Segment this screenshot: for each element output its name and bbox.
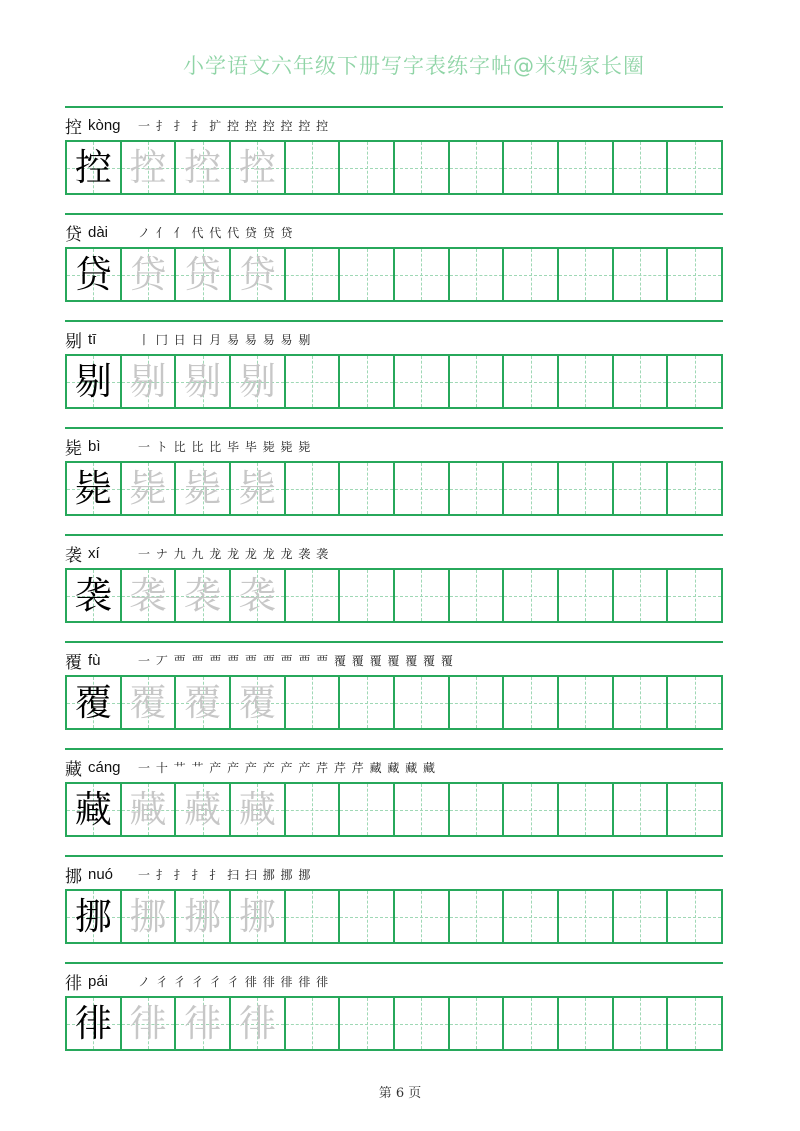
blank-practice-cell — [557, 249, 612, 300]
row-divider — [65, 427, 723, 429]
model-cell — [67, 249, 120, 300]
trace-cell — [174, 998, 229, 1049]
blank-practice-cell — [502, 142, 557, 193]
blank-practice-cell — [666, 570, 721, 621]
blank-practice-cell — [502, 249, 557, 300]
blank-practice-cell — [502, 891, 557, 942]
blank-practice-cell — [393, 677, 448, 728]
model-cell — [67, 570, 120, 621]
blank-practice-cell — [448, 677, 503, 728]
blank-practice-cell — [338, 677, 393, 728]
trace-character: 覆 — [184, 681, 222, 724]
blank-practice-cell — [557, 784, 612, 835]
label-pinyin: tī — [88, 330, 97, 348]
writing-grid — [65, 568, 723, 623]
blank-practice-cell — [502, 677, 557, 728]
model-character: 毙 — [74, 467, 112, 510]
writing-grid — [65, 354, 723, 409]
label-pinyin: dài — [88, 223, 109, 241]
practice-row — [65, 962, 723, 1070]
model-cell — [67, 998, 120, 1049]
trace-cell — [120, 570, 175, 621]
stroke-order: 一 扌 扌 扌 扌 扫 扫 挪 挪 挪 — [138, 867, 312, 882]
blank-practice-cell — [393, 142, 448, 193]
row-divider — [65, 213, 723, 215]
stroke-order: ノ 亻 亻 代 代 代 贷 贷 贷 — [138, 225, 294, 240]
blank-practice-cell — [448, 356, 503, 407]
practice-row — [65, 320, 723, 428]
row-label — [65, 862, 311, 886]
stroke-order: 一 ト 比 比 比 毕 毕 毙 毙 毙 — [138, 439, 312, 454]
row-divider — [65, 534, 723, 536]
blank-practice-cell — [557, 998, 612, 1049]
trace-character: 袭 — [238, 574, 276, 617]
blank-practice-cell — [557, 142, 612, 193]
model-character: 控 — [74, 146, 112, 189]
label-character: 毙 — [65, 438, 82, 459]
trace-cell — [229, 998, 284, 1049]
label-character: 藏 — [65, 759, 82, 780]
blank-practice-cell — [284, 998, 339, 1049]
model-character: 挪 — [74, 895, 112, 938]
blank-practice-cell — [284, 891, 339, 942]
row-divider — [65, 320, 723, 322]
practice-row — [65, 641, 723, 749]
model-character: 覆 — [74, 681, 112, 724]
practice-row — [65, 855, 723, 963]
blank-practice-cell — [612, 891, 667, 942]
trace-cell — [229, 891, 284, 942]
trace-character: 挪 — [129, 895, 167, 938]
blank-practice-cell — [448, 891, 503, 942]
trace-character: 徘 — [129, 1002, 167, 1045]
trace-cell — [120, 784, 175, 835]
trace-character: 徘 — [238, 1002, 276, 1045]
trace-character: 覆 — [129, 681, 167, 724]
blank-practice-cell — [284, 463, 339, 514]
blank-practice-cell — [612, 784, 667, 835]
label-character: 徘 — [65, 973, 82, 994]
row-divider — [65, 855, 723, 857]
blank-practice-cell — [502, 463, 557, 514]
trace-cell — [229, 784, 284, 835]
trace-character: 贷 — [238, 253, 276, 296]
model-cell — [67, 142, 120, 193]
trace-cell — [229, 356, 284, 407]
blank-practice-cell — [502, 356, 557, 407]
blank-practice-cell — [338, 998, 393, 1049]
label-pinyin: pái — [88, 972, 109, 990]
writing-grid — [65, 675, 723, 730]
page-number: 第 6 页 — [378, 1086, 422, 1101]
trace-cell — [229, 463, 284, 514]
trace-cell — [229, 142, 284, 193]
blank-practice-cell — [284, 142, 339, 193]
row-divider — [65, 641, 723, 643]
model-cell — [67, 677, 120, 728]
blank-practice-cell — [557, 463, 612, 514]
trace-character: 徘 — [184, 1002, 222, 1045]
trace-character: 袭 — [184, 574, 222, 617]
blank-practice-cell — [448, 249, 503, 300]
trace-character: 挪 — [184, 895, 222, 938]
blank-practice-cell — [557, 891, 612, 942]
trace-character: 藏 — [184, 788, 222, 831]
trace-character: 挪 — [238, 895, 276, 938]
row-label — [65, 113, 329, 137]
stroke-order: 一 丆 覀 覀 覀 覀 覀 覀 覀 覀 覀 覆 覆 覆 覆 覆 覆 覆 — [138, 653, 454, 668]
practice-row — [65, 427, 723, 535]
blank-practice-cell — [612, 142, 667, 193]
blank-practice-cell — [666, 998, 721, 1049]
blank-practice-cell — [502, 998, 557, 1049]
label-character: 覆 — [65, 652, 82, 673]
trace-cell — [174, 677, 229, 728]
label-character: 挪 — [65, 866, 82, 887]
row-label — [65, 327, 311, 351]
stroke-order: 丨 冂 日 日 月 易 易 易 易 剔 — [138, 332, 312, 347]
writing-grid — [65, 247, 723, 302]
stroke-order: 一 十 艹 艹 产 产 产 产 产 产 芹 芹 芹 藏 藏 藏 藏 — [138, 760, 437, 775]
blank-practice-cell — [666, 784, 721, 835]
blank-practice-cell — [284, 570, 339, 621]
row-divider — [65, 748, 723, 750]
model-character: 贷 — [74, 253, 112, 296]
writing-grid — [65, 782, 723, 837]
blank-practice-cell — [666, 463, 721, 514]
label-character: 控 — [65, 117, 82, 138]
stroke-order: 一 扌 扌 扌 扩 控 控 控 控 控 控 — [138, 118, 330, 133]
trace-character: 毙 — [238, 467, 276, 510]
trace-character: 剔 — [129, 360, 167, 403]
blank-practice-cell — [338, 142, 393, 193]
trace-cell — [174, 249, 229, 300]
label-pinyin: nuó — [88, 865, 114, 883]
trace-cell — [174, 784, 229, 835]
trace-character: 贷 — [184, 253, 222, 296]
trace-cell — [120, 249, 175, 300]
trace-cell — [229, 570, 284, 621]
trace-cell — [120, 677, 175, 728]
trace-character: 毙 — [129, 467, 167, 510]
blank-practice-cell — [612, 998, 667, 1049]
blank-practice-cell — [284, 677, 339, 728]
blank-practice-cell — [557, 570, 612, 621]
trace-character: 剔 — [184, 360, 222, 403]
practice-row — [65, 748, 723, 856]
trace-character: 毙 — [184, 467, 222, 510]
blank-practice-cell — [612, 570, 667, 621]
trace-cell — [229, 677, 284, 728]
row-divider — [65, 962, 723, 964]
blank-practice-cell — [393, 570, 448, 621]
label-pinyin: xí — [88, 544, 100, 562]
blank-practice-cell — [393, 891, 448, 942]
blank-practice-cell — [284, 356, 339, 407]
model-cell — [67, 784, 120, 835]
blank-practice-cell — [502, 570, 557, 621]
trace-character: 剔 — [238, 360, 276, 403]
writing-grid — [65, 996, 723, 1051]
blank-practice-cell — [612, 249, 667, 300]
stroke-order: ノ 彳 彳 彳 彳 彳 徘 徘 徘 徘 徘 — [138, 974, 330, 989]
blank-practice-cell — [393, 249, 448, 300]
blank-practice-cell — [393, 463, 448, 514]
blank-practice-cell — [393, 998, 448, 1049]
blank-practice-cell — [448, 142, 503, 193]
blank-practice-cell — [338, 463, 393, 514]
model-character: 徘 — [74, 1002, 112, 1045]
row-label — [65, 434, 311, 458]
blank-practice-cell — [666, 891, 721, 942]
trace-cell — [174, 356, 229, 407]
blank-practice-cell — [338, 249, 393, 300]
blank-practice-cell — [448, 463, 503, 514]
model-character: 藏 — [74, 788, 112, 831]
blank-practice-cell — [666, 142, 721, 193]
practice-row — [65, 534, 723, 642]
blank-practice-cell — [666, 677, 721, 728]
blank-practice-cell — [666, 249, 721, 300]
model-character: 袭 — [74, 574, 112, 617]
page-title: 小学语文六年级下册写字表练字帖@米妈家长圈 — [183, 54, 645, 78]
trace-character: 藏 — [238, 788, 276, 831]
blank-practice-cell — [338, 570, 393, 621]
label-character: 袭 — [65, 545, 82, 566]
trace-cell — [120, 463, 175, 514]
blank-practice-cell — [284, 784, 339, 835]
blank-practice-cell — [612, 677, 667, 728]
blank-practice-cell — [284, 249, 339, 300]
blank-practice-cell — [338, 891, 393, 942]
trace-cell — [174, 570, 229, 621]
row-divider — [65, 106, 723, 108]
practice-row — [65, 213, 723, 321]
blank-practice-cell — [338, 356, 393, 407]
blank-practice-cell — [666, 356, 721, 407]
label-pinyin: fù — [88, 651, 101, 669]
label-pinyin: kòng — [88, 116, 121, 134]
row-label — [65, 541, 329, 565]
trace-cell — [120, 891, 175, 942]
model-cell — [67, 891, 120, 942]
trace-cell — [120, 356, 175, 407]
trace-cell — [120, 998, 175, 1049]
blank-practice-cell — [448, 570, 503, 621]
blank-practice-cell — [448, 784, 503, 835]
model-cell — [67, 463, 120, 514]
trace-character: 藏 — [129, 788, 167, 831]
practice-row — [65, 106, 723, 214]
trace-character: 控 — [129, 146, 167, 189]
row-label — [65, 755, 436, 779]
trace-character: 控 — [238, 146, 276, 189]
trace-cell — [174, 142, 229, 193]
writing-grid — [65, 461, 723, 516]
label-character: 贷 — [65, 224, 82, 245]
stroke-order: 一 ナ 九 九 龙 龙 龙 龙 龙 袭 袭 — [138, 546, 330, 561]
blank-practice-cell — [338, 784, 393, 835]
trace-character: 贷 — [129, 253, 167, 296]
blank-practice-cell — [502, 784, 557, 835]
row-label — [65, 969, 329, 993]
trace-cell — [229, 249, 284, 300]
blank-practice-cell — [448, 998, 503, 1049]
blank-practice-cell — [393, 784, 448, 835]
blank-practice-cell — [612, 356, 667, 407]
trace-cell — [120, 142, 175, 193]
trace-cell — [174, 891, 229, 942]
trace-cell — [174, 463, 229, 514]
trace-character: 控 — [184, 146, 222, 189]
label-pinyin: cáng — [88, 758, 121, 776]
model-character: 剔 — [74, 360, 112, 403]
trace-character: 覆 — [238, 681, 276, 724]
blank-practice-cell — [393, 356, 448, 407]
trace-character: 袭 — [129, 574, 167, 617]
row-label — [65, 220, 294, 244]
label-character: 剔 — [65, 331, 82, 352]
writing-grid — [65, 140, 723, 195]
writing-grid — [65, 889, 723, 944]
row-label — [65, 648, 454, 672]
label-pinyin: bì — [88, 437, 101, 455]
blank-practice-cell — [557, 677, 612, 728]
blank-practice-cell — [557, 356, 612, 407]
model-cell — [67, 356, 120, 407]
blank-practice-cell — [612, 463, 667, 514]
